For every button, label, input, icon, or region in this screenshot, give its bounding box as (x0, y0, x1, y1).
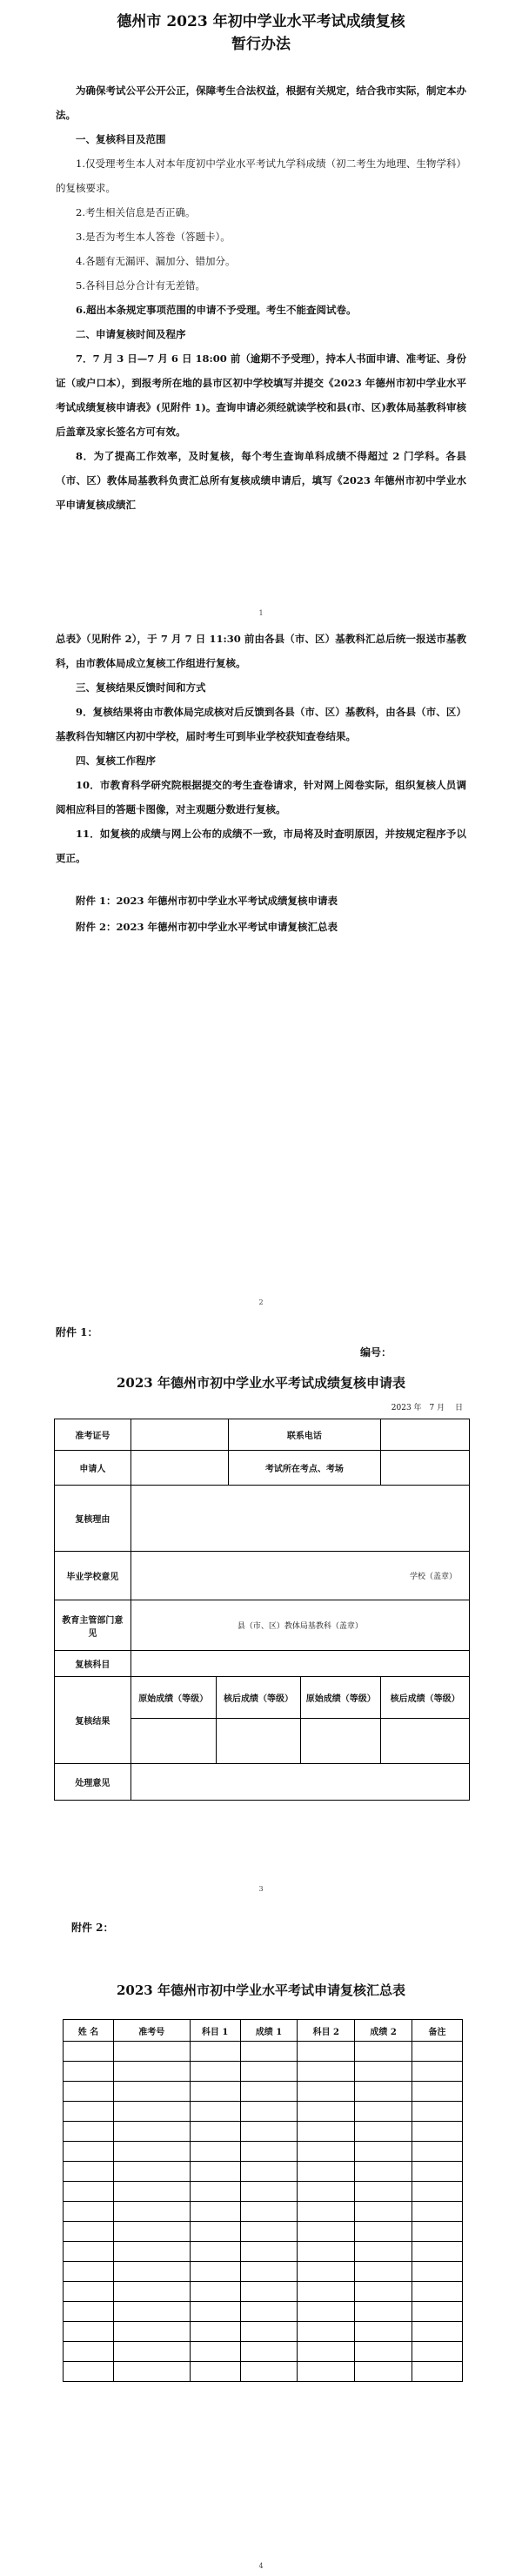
table-row (64, 2042, 463, 2062)
checked-score-header-2: 核后成绩（等级） (381, 1677, 470, 1719)
item-6: 6.超出本条规定事项范围的申请不予受理。考生不能查阅试卷。 (76, 304, 357, 316)
summary-body (64, 2042, 463, 2382)
section-2-heading: 二、申请复核时间及程序 (76, 328, 186, 340)
table-cell[interactable] (64, 2142, 114, 2162)
original-score-header-2: 原始成绩（等级） (301, 1677, 381, 1719)
item-11: 11．如复核的成绩与网上公布的成绩不一致，市局将及时查明原因，并按规定程序予以更正。 (56, 828, 466, 864)
item-9: 9．复核结果将由市教体局完成核对后反馈到各县（市、区）基教科，由各县（市、区）基教科告知辖区内初中学校，届时考生可到毕业学校获知查卷结果。 (56, 706, 466, 742)
table-cell[interactable] (355, 2342, 412, 2362)
page-2 (0, 627, 522, 1314)
table-row (64, 2282, 463, 2302)
application-form-table (54, 1419, 470, 1801)
table-cell[interactable] (412, 2262, 463, 2282)
attachment-2-line: 附件 2：2023 年德州市初中学业水平考试申请复核汇总表 (76, 921, 338, 933)
table-cell[interactable] (355, 2182, 412, 2202)
table-cell[interactable] (240, 2162, 298, 2182)
table-cell[interactable] (240, 2082, 298, 2102)
authority-seal-note: 县（市、区）教体局基教科（盖章） (130, 1600, 469, 1651)
table-cell[interactable] (190, 2202, 240, 2222)
applicant-field[interactable] (130, 1451, 228, 1486)
school-seal-note: 学校（盖章） (130, 1552, 469, 1600)
table-row (64, 2362, 463, 2382)
table-cell[interactable] (412, 2222, 463, 2242)
phone-label: 联系电话 (228, 1419, 381, 1451)
intro-paragraph: 为确保考试公平公开公正，保障考生合法权益，根据有关规定，结合我市实际，制定本办法。 (56, 84, 466, 121)
table-cell[interactable] (240, 2362, 298, 2382)
table-cell[interactable] (412, 2322, 463, 2342)
reason-label: 复核理由 (55, 1486, 131, 1552)
summary-table (63, 2019, 463, 2382)
table-cell[interactable] (190, 2302, 240, 2322)
school-opinion-label: 毕业学校意见 (55, 1552, 131, 1600)
table-cell[interactable] (190, 2242, 240, 2262)
original-score-field-2[interactable] (301, 1719, 381, 1764)
summary-column-header: 成绩 1 (240, 2020, 298, 2042)
table-cell[interactable] (113, 2282, 190, 2302)
table-cell[interactable] (355, 2062, 412, 2082)
table-cell[interactable] (64, 2282, 114, 2302)
admission-number-field[interactable] (130, 1419, 228, 1451)
table-cell[interactable] (355, 2202, 412, 2222)
table-cell[interactable] (240, 2102, 298, 2122)
application-form-title: 2023 年德州市初中学业水平考试成绩复核申请表 (117, 1375, 405, 1391)
table-cell[interactable] (240, 2222, 298, 2242)
table-cell[interactable] (298, 2342, 355, 2362)
table-cell[interactable] (298, 2302, 355, 2322)
table-row (64, 2202, 463, 2222)
table-cell[interactable] (113, 2302, 190, 2322)
table-cell[interactable] (240, 2302, 298, 2322)
table-row (64, 2142, 463, 2162)
form-date: 2023 年 7 月 日 (391, 1404, 463, 1412)
table-row (64, 2242, 463, 2262)
section-3-heading: 三、复核结果反馈时间和方式 (76, 681, 206, 694)
table-cell[interactable] (113, 2182, 190, 2202)
item-4: 4.各题有无漏评、漏加分、错加分。 (76, 255, 236, 267)
table-cell[interactable] (113, 2082, 190, 2102)
table-row (64, 2062, 463, 2082)
table-cell[interactable] (190, 2322, 240, 2342)
table-cell[interactable] (190, 2222, 240, 2242)
table-cell[interactable] (412, 2122, 463, 2142)
table-cell[interactable] (113, 2342, 190, 2362)
table-row (64, 2302, 463, 2322)
table-cell[interactable] (113, 2162, 190, 2182)
document-title: 德州市 2023 年初中学业水平考试成绩复核 (117, 13, 405, 30)
table-cell[interactable] (412, 2202, 463, 2222)
table-cell[interactable] (240, 2322, 298, 2342)
subject-field[interactable] (130, 1651, 469, 1677)
table-cell[interactable] (64, 2362, 114, 2382)
table-row (64, 2102, 463, 2122)
result-label: 复核结果 (55, 1677, 131, 1764)
table-cell[interactable] (113, 2262, 190, 2282)
table-cell[interactable] (190, 2282, 240, 2302)
item-10: 10．市教育科学研究院根据提交的考生查卷请求，针对网上阅卷实际，组织复核人员调阅相应科目的答题卡图像，对主观题分数进行复核。 (56, 779, 466, 815)
table-cell[interactable] (64, 2202, 114, 2222)
table-cell[interactable] (298, 2202, 355, 2222)
summary-column-header: 准考号 (113, 2020, 190, 2042)
table-cell[interactable] (355, 2162, 412, 2182)
table-cell[interactable] (64, 2122, 114, 2142)
table-cell[interactable] (298, 2062, 355, 2082)
handling-label: 处理意见 (55, 1764, 131, 1801)
summary-column-header: 成绩 2 (355, 2020, 412, 2042)
table-cell[interactable] (64, 2082, 114, 2102)
table-cell[interactable] (355, 2102, 412, 2122)
serial-number-label: 编号： (359, 1346, 392, 1358)
table-cell[interactable] (412, 2282, 463, 2302)
table-cell[interactable] (412, 2042, 463, 2062)
table-cell[interactable] (412, 2362, 463, 2382)
table-cell[interactable] (355, 2262, 412, 2282)
table-cell[interactable] (412, 2142, 463, 2162)
table-cell[interactable] (355, 2302, 412, 2322)
table-cell[interactable] (240, 2242, 298, 2262)
table-cell[interactable] (113, 2042, 190, 2062)
table-cell[interactable] (240, 2122, 298, 2142)
table-cell[interactable] (240, 2062, 298, 2082)
table-cell[interactable] (355, 2242, 412, 2262)
table-cell[interactable] (113, 2122, 190, 2142)
attachment-1-line: 附件 1：2023 年德州市初中学业水平考试成绩复核申请表 (76, 895, 338, 907)
table-cell[interactable] (113, 2102, 190, 2122)
document-subtitle: 暂行办法 (231, 36, 291, 53)
table-row (64, 2262, 463, 2282)
table-row (64, 2222, 463, 2242)
table-cell[interactable] (298, 2142, 355, 2162)
table-cell[interactable] (355, 2042, 412, 2062)
table-row (64, 2162, 463, 2182)
exam-site-field[interactable] (381, 1451, 470, 1486)
table-row (64, 2342, 463, 2362)
table-cell[interactable] (113, 2322, 190, 2342)
table-cell[interactable] (355, 2282, 412, 2302)
table-cell[interactable] (113, 2062, 190, 2082)
table-cell[interactable] (298, 2322, 355, 2342)
exam-site-label: 考试所在考点、考场 (228, 1451, 381, 1486)
table-cell[interactable] (355, 2322, 412, 2342)
table-cell[interactable] (355, 2082, 412, 2102)
item-3: 3.是否为考生本人答卷（答题卡）。 (76, 231, 231, 243)
admission-number-label: 准考证号 (55, 1419, 131, 1451)
table-cell[interactable] (412, 2342, 463, 2362)
table-cell[interactable] (298, 2362, 355, 2382)
table-row (64, 2122, 463, 2142)
table-cell[interactable] (113, 2142, 190, 2162)
table-cell[interactable] (190, 2062, 240, 2082)
table-cell[interactable] (190, 2262, 240, 2282)
annex-1-label: 附件 1： (56, 1326, 98, 1338)
item-1: 1.仅受理考生本人对本年度初中学业水平考试九学科成绩（初二考生为地理、生物学科）的复核要求。 (56, 158, 466, 194)
table-cell[interactable] (240, 2142, 298, 2162)
table-cell[interactable] (412, 2102, 463, 2122)
table-cell[interactable] (190, 2362, 240, 2382)
table-row (64, 2082, 463, 2102)
table-cell[interactable] (298, 2102, 355, 2122)
table-cell[interactable] (64, 2062, 114, 2082)
table-cell[interactable] (64, 2222, 114, 2242)
table-cell[interactable] (64, 2162, 114, 2182)
table-cell[interactable] (240, 2182, 298, 2202)
summary-header-row (64, 2020, 463, 2042)
table-cell[interactable] (190, 2122, 240, 2142)
table-cell[interactable] (298, 2262, 355, 2282)
table-cell[interactable] (190, 2182, 240, 2202)
table-cell[interactable] (298, 2242, 355, 2262)
table-cell[interactable] (412, 2082, 463, 2102)
table-cell[interactable] (190, 2342, 240, 2362)
summary-column-header: 科目 2 (298, 2020, 355, 2042)
summary-column-header: 姓 名 (64, 2020, 114, 2042)
table-cell[interactable] (190, 2042, 240, 2062)
item-7: 7．7 月 3 日—7 月 6 日 18:00 前（逾期不予受理），持本人书面申请、准考证、身份证（或户口本），到报考所在地的县市区初中学校填写并提交《2023 年德州市初中学业水平考试成绩复核申请表》(见附件 1)。查询申请必须经就读学校和县(市、区)教体局基教科审核后盖章及家长签名方可有效。 (56, 352, 466, 438)
page-1 (0, 0, 522, 627)
table-cell[interactable] (64, 2302, 114, 2322)
table-cell[interactable] (113, 2222, 190, 2242)
applicant-label: 申请人 (55, 1451, 131, 1486)
table-cell[interactable] (64, 2242, 114, 2262)
table-cell[interactable] (64, 2262, 114, 2282)
page-number-1: 1 (258, 609, 264, 617)
table-cell[interactable] (64, 2322, 114, 2342)
table-cell[interactable] (240, 2202, 298, 2222)
summary-column-header: 备注 (412, 2020, 463, 2042)
annex-2-label: 附件 2： (71, 1922, 114, 1934)
table-cell[interactable] (64, 2042, 114, 2062)
summary-column-header: 科目 1 (190, 2020, 240, 2042)
table-cell[interactable] (113, 2362, 190, 2382)
table-cell[interactable] (240, 2282, 298, 2302)
authority-opinion-label: 教育主管部门意见 (55, 1600, 131, 1651)
table-cell[interactable] (190, 2162, 240, 2182)
table-cell[interactable] (298, 2082, 355, 2102)
table-cell[interactable] (412, 2062, 463, 2082)
checked-score-field-1[interactable] (216, 1719, 301, 1764)
table-cell[interactable] (113, 2202, 190, 2222)
table-cell[interactable] (412, 2162, 463, 2182)
item-8-continued: 总表》（见附件 2），于 7 月 7 日 11:30 前由各县（市、区）基教科汇总后统一报送市基教科，由市教体局成立复核工作组进行复核。 (56, 633, 466, 669)
table-cell[interactable] (355, 2122, 412, 2142)
section-1-heading: 一、复核科目及范围 (76, 133, 166, 145)
table-cell[interactable] (64, 2342, 114, 2362)
table-cell[interactable] (190, 2142, 240, 2162)
table-cell[interactable] (298, 2162, 355, 2182)
table-cell[interactable] (355, 2362, 412, 2382)
item-5: 5.各科目总分合计有无差错。 (76, 279, 205, 292)
summary-form-title: 2023 年德州市初中学业水平考试申请复核汇总表 (117, 1982, 405, 1998)
table-cell[interactable] (64, 2102, 114, 2122)
table-row (64, 2322, 463, 2342)
original-score-header-1: 原始成绩（等级） (130, 1677, 216, 1719)
table-cell[interactable] (298, 2042, 355, 2062)
table-cell[interactable] (240, 2342, 298, 2362)
page-number-2: 2 (258, 1298, 264, 1306)
phone-field[interactable] (381, 1419, 470, 1451)
page-number-3: 3 (258, 1885, 264, 1893)
item-8: 8．为了提高工作效率，及时复核，每个考生查询单科成绩不得超过 2 门学科。各县（市、区）教体局基教科负责汇总所有复核成绩申请后，填写《2023 年德州市初中学业水平申请复核成绩汇 (56, 450, 466, 511)
table-cell[interactable] (190, 2102, 240, 2122)
table-cell[interactable] (298, 2182, 355, 2202)
table-cell[interactable] (355, 2222, 412, 2242)
item-2: 2.考生相关信息是否正确。 (76, 206, 196, 218)
handling-field[interactable] (130, 1764, 469, 1801)
original-score-field-1[interactable] (130, 1719, 216, 1764)
page-number-4: 4 (258, 2562, 264, 2570)
table-cell[interactable] (298, 2122, 355, 2142)
table-cell[interactable] (190, 2082, 240, 2102)
checked-score-field-2[interactable] (381, 1719, 470, 1764)
table-cell[interactable] (240, 2042, 298, 2062)
table-cell[interactable] (412, 2302, 463, 2322)
table-cell[interactable] (298, 2282, 355, 2302)
table-cell[interactable] (64, 2182, 114, 2202)
table-cell[interactable] (240, 2262, 298, 2282)
table-cell[interactable] (298, 2222, 355, 2242)
table-cell[interactable] (355, 2142, 412, 2162)
table-cell[interactable] (113, 2242, 190, 2262)
table-cell[interactable] (412, 2242, 463, 2262)
subject-label: 复核科目 (55, 1651, 131, 1677)
table-cell[interactable] (412, 2182, 463, 2202)
reason-field[interactable] (130, 1486, 469, 1552)
section-4-heading: 四、复核工作程序 (76, 755, 156, 767)
checked-score-header-1: 核后成绩（等级） (216, 1677, 301, 1719)
table-row (64, 2182, 463, 2202)
